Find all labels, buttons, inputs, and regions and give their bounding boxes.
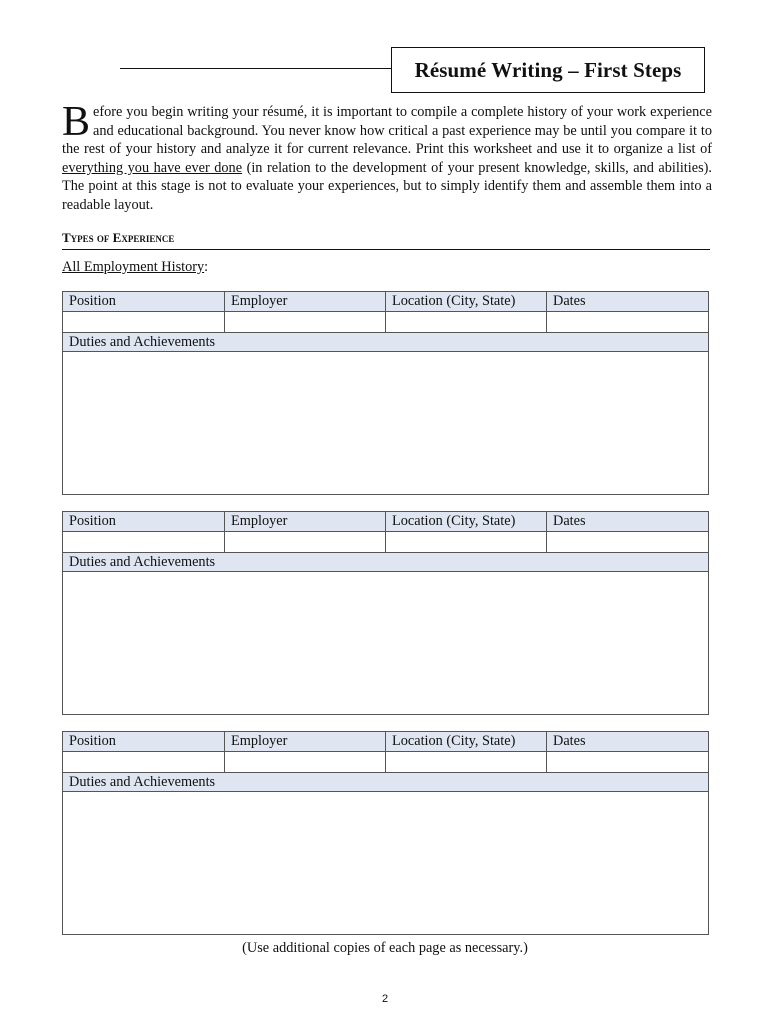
duties-header: Duties and Achievements [63, 333, 709, 352]
duties-header: Duties and Achievements [63, 773, 709, 792]
duties-field[interactable] [63, 352, 709, 495]
employment-table-2 [62, 511, 709, 715]
position-header: Position [63, 292, 225, 312]
position-field[interactable] [63, 312, 225, 333]
employer-header: Employer [225, 292, 386, 312]
duties-field[interactable] [63, 572, 709, 715]
dates-field[interactable] [547, 752, 709, 773]
drop-cap: B [62, 99, 91, 145]
position-field[interactable] [63, 752, 225, 773]
duties-header: Duties and Achievements [63, 553, 709, 572]
subsection-heading-text: All Employment History [62, 259, 205, 275]
page-number: 2 [381, 993, 389, 1005]
page-title: Résumé Writing – First Steps [391, 47, 705, 93]
employer-field[interactable] [225, 752, 386, 773]
dates-header: Dates [547, 732, 709, 752]
location-field[interactable] [386, 312, 547, 333]
additional-copies-note: (Use additional copies of each page as necessary.) [242, 940, 528, 956]
location-field[interactable] [386, 532, 547, 553]
dates-field[interactable] [547, 312, 709, 333]
subsection-heading-colon: : [204, 259, 209, 275]
duties-field[interactable] [63, 792, 709, 935]
dates-header: Dates [547, 292, 709, 312]
intro-text-start: efore you begin writing your résumé, it is important to compile a complete history of your work experience and educational background. You never know how critical a past experience may be until you compare it to the rest of your history and analyze it for current relevance. Print this worksheet and use it to organize a list of [62, 104, 712, 158]
employer-field[interactable] [225, 532, 386, 553]
employer-field[interactable] [225, 312, 386, 333]
title-rule [120, 68, 392, 69]
employer-header: Employer [225, 512, 386, 532]
section-heading: Types of Experience [62, 230, 710, 250]
location-header: Location (City, State) [386, 512, 547, 532]
position-header: Position [63, 512, 225, 532]
subsection-heading [62, 259, 208, 276]
location-header: Location (City, State) [386, 732, 547, 752]
dates-field[interactable] [547, 532, 709, 553]
employment-table-1 [62, 291, 709, 495]
intro-text-end: (in relation to the development of your present knowledge, skills, and abilities). The point at this stage is not to evaluate your experiences, but to simply identify them and assemble them into a readable layout. [62, 159, 712, 213]
employment-table-3 [62, 731, 709, 935]
position-field[interactable] [63, 532, 225, 553]
intro-underlined-text: everything you have ever done [62, 159, 243, 176]
dates-header: Dates [547, 512, 709, 532]
position-header: Position [63, 732, 225, 752]
employer-header: Employer [225, 732, 386, 752]
location-field[interactable] [386, 752, 547, 773]
intro-paragraph [62, 99, 712, 215]
location-header: Location (City, State) [386, 292, 547, 312]
